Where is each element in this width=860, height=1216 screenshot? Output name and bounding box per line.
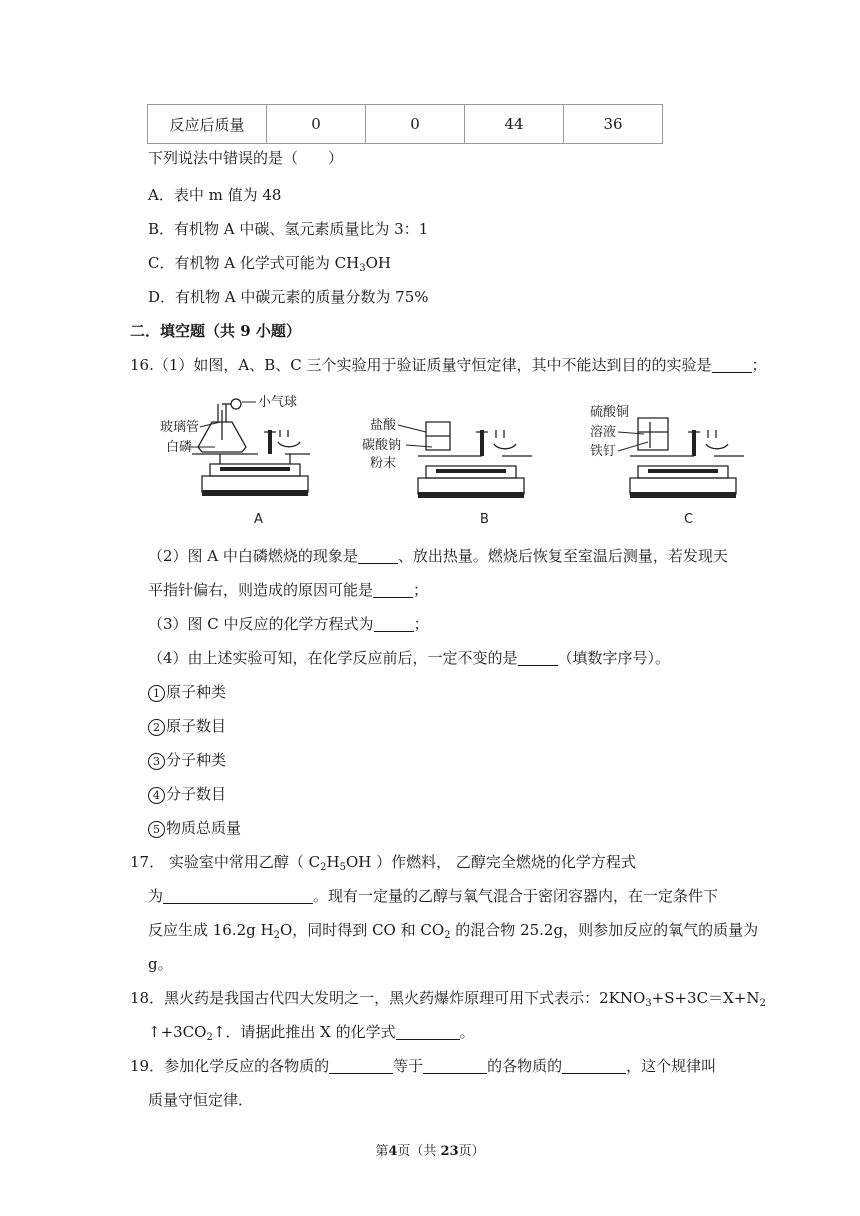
q17-line3: [148, 920, 758, 946]
figure-a-caption: A: [254, 512, 263, 527]
label-acid: 盐酸: [370, 418, 397, 433]
q15-option-c-suffix: OH: [365, 254, 391, 272]
item-text: 原子种类: [166, 683, 227, 701]
q19-line1: [130, 1056, 716, 1076]
item-number: 5: [148, 821, 165, 838]
footer-mid: 页（共: [397, 1144, 441, 1159]
q17-l1-a: 17． 实验室中常用乙醇（ C: [130, 853, 321, 871]
answer-blank: [358, 547, 398, 564]
q18-line1: [130, 988, 766, 1014]
q19-l1-a: 19．参加化学反应的各物质的: [130, 1057, 330, 1075]
q17-l3-a: 反应生成 16.2g H: [148, 921, 274, 939]
q17-line1: [130, 852, 636, 878]
q17-l3-b: O，同时得到 CO 和 CO: [280, 921, 445, 939]
list-item: [148, 682, 226, 702]
subscript: 2: [273, 930, 280, 941]
label-nail: 铁钉: [590, 444, 617, 459]
balance-c-drawing: [590, 392, 760, 532]
balance-b-drawing: [362, 392, 532, 532]
list-item: [148, 818, 241, 838]
label-carbonate-2: 粉末: [370, 456, 397, 471]
balance-a-drawing: [160, 392, 310, 532]
q17-l1-c: OH ）作燃料， 乙醇完全燃烧的化学方程式: [345, 853, 636, 871]
section-title: 二．填空题（共 9 小题）: [130, 322, 301, 340]
label-balloon: 小气球: [258, 395, 298, 410]
table-cell: 0: [366, 105, 465, 144]
q17-l2-a: 为: [148, 887, 164, 905]
q17-l3-c: 的混合物 25.2g，则参加反应的氧气的质量为: [450, 921, 759, 939]
q16-part2-line2: [148, 580, 428, 600]
q16-part4-b: （填数字序号）。: [557, 649, 671, 667]
q16-part2-c: 平指针偏右，则造成的原因可能是: [148, 581, 374, 599]
answer-blank: [712, 356, 752, 373]
label-carbonate-1: 碳酸钠: [362, 438, 402, 453]
q15-prompt: 下列说法中错误的是（ ）: [148, 149, 344, 167]
q16-part4: [148, 648, 670, 668]
item-text: 分子数目: [166, 785, 227, 803]
answer-blank: [423, 1057, 487, 1074]
label-cuso4-1: 硫酸铜: [590, 405, 630, 420]
list-item: [148, 750, 226, 770]
q17-l1-b: H: [326, 853, 340, 871]
answer-blank: [329, 1057, 393, 1074]
q16-part3-end: ；: [413, 615, 429, 633]
table-cell: 0: [267, 105, 366, 144]
figure-c: [590, 392, 760, 532]
footer-page-number: 4: [388, 1144, 398, 1159]
subscript: 2: [759, 998, 766, 1009]
answer-blank: [163, 887, 313, 904]
subscript: 2: [206, 1032, 213, 1043]
item-number: 4: [148, 787, 165, 804]
q18-l1-a: 18．黑火药是我国古代四大发明之一，黑火药爆炸原理可用下式表示：2KNO: [130, 989, 646, 1007]
item-number: 3: [148, 753, 165, 770]
q15-option-d: D．有机物 A 中碳元素的质量分数为 75%: [148, 288, 429, 306]
q16-part3-text: （3）图 C 中反应的化学方程式为: [148, 615, 374, 633]
figure-c-caption: C: [684, 512, 694, 527]
table-cell: 44: [465, 105, 564, 144]
table-row-label: 反应后质量: [148, 105, 267, 144]
q18-l2-end: 。: [459, 1023, 475, 1041]
list-item: [148, 784, 226, 804]
table-cell: 36: [564, 105, 663, 144]
item-text: 物质总质量: [166, 819, 242, 837]
q18-l1-b: +S+3C＝X+N: [651, 989, 760, 1007]
q17-l2-b: 。现有一定量的乙醇与氧气混合于密闭容器内，在一定条件下: [313, 887, 719, 905]
q19-l1-c: 的各物质的: [487, 1057, 563, 1075]
q15-option-b: B．有机物 A 中碳、氢元素质量比为 3：1: [148, 220, 429, 238]
q15-option-c-prefix: C．有机物 A 化学式可能为 CH: [148, 254, 360, 272]
subscript: 3: [359, 263, 366, 274]
figure-b-caption: B: [480, 512, 489, 527]
label-phosphorus: 白磷: [166, 440, 193, 455]
item-text: 分子种类: [166, 751, 227, 769]
item-number: 1: [148, 685, 165, 702]
q16-part2-line1: [148, 546, 728, 566]
q19-line2: 质量守恒定律．: [148, 1091, 254, 1109]
q16-part1-end: ；: [751, 356, 767, 374]
q16-part2-end: ；: [413, 581, 429, 599]
subscript: 5: [339, 862, 346, 873]
answer-blank: [562, 1057, 626, 1074]
q17-line4: g。: [148, 955, 173, 973]
q16-part4-a: （4）由上述实验可知，在化学反应前后，一定不变的是: [148, 649, 518, 667]
q19-l1-d: ，这个规律叫: [626, 1057, 717, 1075]
footer-total-pages: 23: [440, 1144, 459, 1159]
q19-l1-b: 等于: [393, 1057, 424, 1075]
figure-b: [362, 392, 532, 532]
item-number: 2: [148, 719, 165, 736]
q16-part1-text: 16.（1）如图，A、B、C 三个实验用于验证质量守恒定律，其中不能达到目的的实验是: [130, 356, 712, 374]
subscript: 2: [320, 862, 327, 873]
label-cuso4-2: 溶液: [590, 425, 617, 440]
q15-option-c: [148, 253, 391, 279]
q18-l2-b: ↑．请据此推出 X 的化学式: [212, 1023, 396, 1041]
q17-line2: [148, 886, 718, 906]
table-row: [148, 105, 663, 144]
item-text: 原子数目: [166, 717, 227, 735]
answer-blank: [518, 649, 558, 666]
label-tube: 玻璃管: [160, 420, 200, 435]
q18-l2-a: ↑+3CO: [148, 1023, 207, 1041]
answer-blank: [374, 615, 414, 632]
figure-a: [160, 392, 310, 532]
footer-prefix: 第: [375, 1144, 389, 1159]
answer-blank: [373, 581, 413, 598]
q16-part2-a: （2）图 A 中白磷燃烧的现象是: [148, 547, 358, 565]
subscript: 2: [444, 930, 451, 941]
q18-line2: [148, 1022, 475, 1048]
list-item: [148, 716, 226, 736]
mass-table: [147, 104, 663, 144]
answer-blank: [396, 1023, 460, 1040]
q15-option-a: A．表中 m 值为 48: [148, 186, 282, 204]
footer-suffix: 页）: [458, 1144, 485, 1159]
page-footer: [0, 1140, 860, 1159]
q16-part2-b: 、放出热量。燃烧后恢复至室温后测量，若发现天: [397, 547, 728, 565]
subscript: 3: [645, 998, 652, 1009]
q16-part1: [130, 355, 767, 375]
q16-part3: [148, 614, 429, 634]
